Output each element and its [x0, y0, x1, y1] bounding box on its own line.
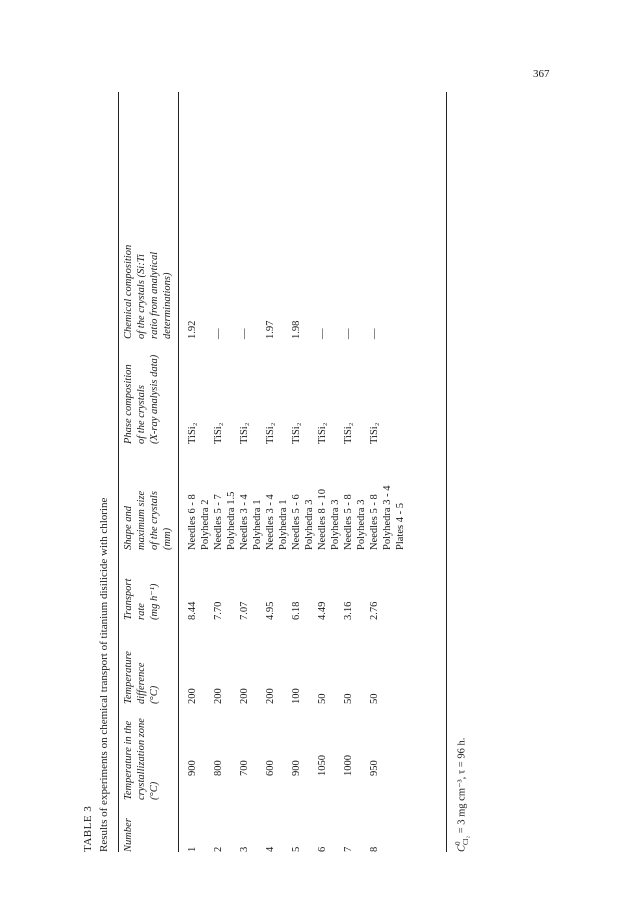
table-label: TABLE 3 — [82, 805, 94, 852]
cell-col-phase-composition: TiSi₂ — [213, 422, 224, 444]
cell-col-transport-rate: 6.18 — [291, 601, 302, 620]
cell-line: Polyhedra 1 — [278, 499, 289, 550]
cell-col-number: 7 — [343, 846, 354, 852]
cell-col-crystallization-temp: 950 — [369, 760, 380, 776]
bottom-rule — [446, 92, 447, 852]
cell-col-chemical-composition: — — [213, 328, 224, 339]
header-col-transport-rate — [122, 579, 161, 620]
cell-col-temp-difference: 200 — [239, 688, 250, 704]
cell-col-chemical-composition: 1.98 — [291, 320, 302, 339]
cell-line: Polyhedra 1 — [252, 499, 263, 550]
cell-col-transport-rate: 2.76 — [369, 601, 380, 620]
header-col-shape-size — [122, 491, 174, 550]
cell-col-shape-size — [212, 492, 238, 550]
header-line: Chemical composition — [123, 244, 134, 339]
header-line: Phase composition — [123, 364, 134, 444]
cell-col-transport-rate: 8.44 — [187, 601, 198, 620]
header-line: Shape and — [123, 505, 134, 550]
cell-col-phase-composition: TiSi₂ — [317, 422, 328, 444]
header-line: of the crystals — [136, 385, 147, 444]
cell-col-transport-rate: 4.95 — [265, 601, 276, 620]
header-line: rate — [136, 603, 147, 620]
cell-col-number: 3 — [239, 846, 250, 852]
cell-col-phase-composition: TiSi₂ — [265, 422, 276, 444]
header-col-chemical-composition — [122, 245, 174, 339]
cell-line: Needles 5 - 7 — [213, 494, 224, 550]
header-line: (mg h⁻¹) — [149, 583, 160, 620]
cell-line: Polyhedra 3 — [356, 499, 367, 550]
cell-line: Polyhedra 1.5 — [226, 491, 237, 550]
cell-col-crystallization-temp: 600 — [265, 760, 276, 776]
cell-line: Polyhedra 3 — [330, 499, 341, 550]
cell-col-number: 1 — [187, 846, 198, 852]
header-line: Number — [123, 818, 134, 852]
cell-col-phase-composition: TiSi₂ — [343, 422, 354, 444]
rotated-table-block — [82, 92, 482, 852]
header-col-phase-composition — [122, 355, 161, 444]
cell-col-chemical-composition: — — [343, 328, 354, 339]
cell-col-chemical-composition: — — [369, 328, 380, 339]
cell-line: Polyhedra 2 — [200, 499, 211, 550]
table-footnote — [454, 738, 470, 852]
cell-col-number: 4 — [265, 846, 276, 852]
table-caption — [82, 498, 110, 852]
cell-col-phase-composition: TiSi₂ — [239, 422, 250, 444]
header-col-crystallization-temp — [122, 718, 161, 800]
header-line: Transport — [123, 578, 134, 620]
cell-line: Needles 3 - 4 — [265, 494, 276, 550]
cell-col-temp-difference: 200 — [187, 688, 198, 704]
cell-col-chemical-composition: 1.97 — [265, 320, 276, 339]
cell-col-number: 5 — [291, 846, 302, 852]
cell-col-chemical-composition: — — [239, 328, 250, 339]
cell-col-chemical-composition: — — [317, 328, 328, 339]
cell-col-shape-size — [238, 494, 264, 550]
cell-col-transport-rate: 3.16 — [343, 601, 354, 620]
header-line: of the crystals — [149, 491, 160, 550]
header-col-number — [122, 818, 135, 852]
cell-col-shape-size — [264, 494, 290, 550]
footnote-symbol: C — [456, 844, 468, 852]
cell-col-transport-rate: 7.07 — [239, 601, 250, 620]
cell-col-crystallization-temp: 700 — [239, 760, 250, 776]
cell-col-phase-composition: TiSi₂ — [291, 422, 302, 444]
cell-line: Needles 5 - 8 — [369, 494, 380, 550]
header-line: maximum size — [136, 490, 147, 550]
cell-col-number: 8 — [369, 846, 380, 852]
cell-col-temp-difference: 50 — [369, 693, 380, 704]
header-line: ratio from analytical — [149, 251, 160, 339]
cell-col-number: 2 — [213, 846, 224, 852]
cell-col-temp-difference: 50 — [317, 693, 328, 704]
cell-line: Needles 3 - 4 — [239, 494, 250, 550]
top-rule — [118, 92, 119, 852]
cell-col-temp-difference: 200 — [265, 688, 276, 704]
cell-col-temp-difference: 50 — [343, 693, 354, 704]
footnote-text: = 3 mg cm⁻³, τ = 96 h. — [456, 737, 468, 836]
cell-col-temp-difference: 100 — [291, 688, 302, 704]
cell-col-phase-composition: TiSi₂ — [369, 422, 380, 444]
cell-line: Polyhedra 3 - 4 — [382, 485, 393, 550]
cell-col-chemical-composition: 1.92 — [187, 320, 198, 339]
cell-line: Needles 5 - 6 — [291, 494, 302, 550]
cell-col-shape-size — [316, 489, 342, 550]
header-line: (°C) — [149, 685, 160, 704]
cell-col-number: 6 — [317, 846, 328, 852]
page-number: 367 — [533, 68, 550, 80]
cell-col-transport-rate: 4.49 — [317, 601, 328, 620]
header-line: (°C) — [149, 781, 160, 800]
header-line: determinations) — [162, 272, 173, 339]
header-line: (X-ray analysis data) — [149, 354, 160, 444]
header-line: (mm) — [162, 527, 173, 550]
cell-line: Plates 4 - 5 — [395, 503, 406, 550]
cell-line: Needles 6 - 8 — [187, 494, 198, 550]
cell-col-shape-size — [368, 486, 407, 550]
cell-col-shape-size — [186, 494, 212, 550]
header-line: crystallization zone — [136, 718, 147, 800]
cell-col-shape-size — [290, 494, 316, 550]
cell-col-transport-rate: 7.70 — [213, 601, 224, 620]
cell-col-crystallization-temp: 900 — [291, 760, 302, 776]
header-rule — [178, 92, 179, 852]
table-title: Results of experiments on chemical transport of titanium disilicide with chlorine — [98, 497, 110, 852]
cell-col-crystallization-temp: 800 — [213, 760, 224, 776]
cell-col-phase-composition: TiSi₂ — [187, 422, 198, 444]
header-col-temp-difference — [122, 651, 161, 704]
header-line: of the crystals (Si:Ti — [136, 254, 147, 339]
header-line: difference — [136, 662, 147, 704]
cell-line: Needles 8 - 10 — [317, 489, 328, 550]
cell-col-crystallization-temp: 1000 — [343, 755, 354, 776]
cell-line: Needles 5 - 8 — [343, 494, 354, 550]
cell-col-temp-difference: 200 — [213, 688, 224, 704]
footnote-sup: 0 — [454, 841, 462, 845]
cell-line: Polyhedra 3 — [304, 499, 315, 550]
cell-col-crystallization-temp: 900 — [187, 760, 198, 776]
header-line: Temperature — [123, 651, 134, 704]
footnote-sub: Cl₂ — [462, 835, 470, 845]
header-line: Temperature in the — [123, 720, 134, 800]
cell-col-crystallization-temp: 1050 — [317, 755, 328, 776]
cell-col-shape-size — [342, 494, 368, 550]
